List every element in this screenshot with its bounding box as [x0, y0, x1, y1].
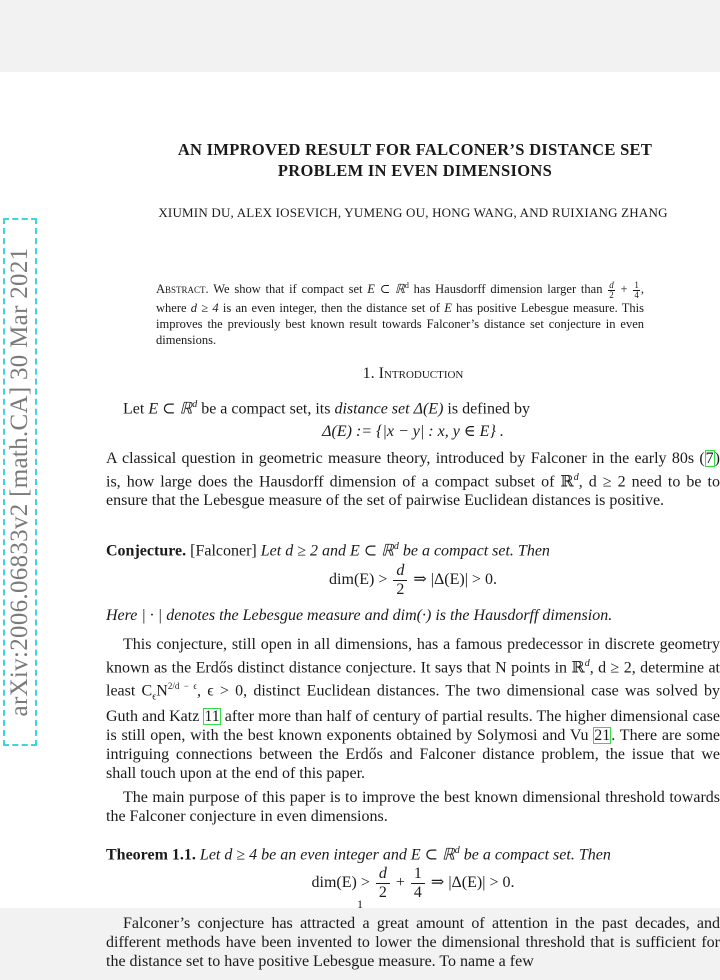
paper-page — [0, 72, 720, 970]
distance-set-definition: Δ(E) := {|x − y| : x, y ∈ E} . — [322, 423, 504, 440]
abstract: Abstract. We show that if compact set E ⊂ ℝ$^d$ has Hausdorff dimension larger than $\frac{d}{2}$ + $\frac{1}{4}$ , where d ≥ 4 is an even integer, then the distance set of E has positive Lebesgue measure. This improves the previously best known result towards Falconer’s distance set conjecture in even dimensions. — [156, 279, 644, 348]
arxiv-stamp[interactable] — [3, 218, 37, 746]
intro-paragraph: A classical question in geometric measure theory, introduced by Falconer in the early 80s (7) is, how large does the Hausdorff dimension of a compact subset of ℝ$^d$, d ≥ 2 need to be to ensure that the Lebesgue measure of the set of pairwise Euclidean distances is positive. — [106, 450, 720, 510]
intro-line: Let E ⊂ ℝ$^d$ be a compact set, its distance set Δ(E) is defined by — [123, 399, 531, 418]
author-list: XIUMIN DU, ALEX IOSEVICH, YUMENG OU, HONG WANG, AND RUIXIANG ZHANG — [158, 205, 668, 220]
fraction-d-over-2: $\frac{d}{2}$ — [609, 279, 614, 300]
theorem-statement: Theorem 1.1. Let d ≥ 4 be an even integer and E ⊂ ℝ$^d$ be a compact set. Then — [106, 845, 611, 864]
fraction-1-over-4: $\frac{1}{4}$ — [634, 279, 639, 300]
erdos-paragraph: This conjecture, still open in all dimensions, has a famous predecessor in discrete geometry known as the Erdős distinct distance conjecture. It says that N points in ℝ$^d$, d ≥ 2, determine at least $C_\epsilon N^{2/d - \epsilon}$, ϵ > 0, distinct Euclidean distances. The two dimensional case was solved by Guth and Katz 11 after more than half of century of partial results. The higher dimensional case is still open, with the best known exponents obtained by Solymosi and Vu 21. There are some intriguing connections between the Erdős and Falconer distance problem, the issue that we shall touch upon at the end of this paper. — [106, 636, 720, 782]
purpose-paragraph: The main purpose of this paper is to improve the best known dimensional threshold towards the Falconer conjecture in even dimensions. — [106, 789, 720, 825]
theorem-label: Theorem 1.1. — [106, 846, 196, 864]
conjecture-note: Here | · | denotes the Lebesgue measure and dim(·) is the Hausdorff dimension. — [106, 607, 613, 624]
title-line-2: PROBLEM IN EVEN DIMENSIONS — [277, 161, 553, 180]
page-number: 1 — [357, 897, 363, 911]
history-paragraph: Falconer’s conjecture has attracted a great amount of attention in the past decades, and different methods have been invented to lower the dimensional threshold that is sufficient for the distance set to have positive Lebesgue measure. To name a few — [106, 915, 720, 970]
citation-link-7[interactable]: 7 — [705, 450, 714, 467]
citation-link-11[interactable]: 11 — [204, 707, 220, 725]
arxiv-stamp-text: arXiv:2006.06833v2 [math.CA] 30 Mar 2021 — [6, 247, 33, 717]
conjecture-statement: Conjecture. [Falconer] Let d ≥ 2 and E ⊂ ℝ$^d$ be a compact set. Then — [106, 541, 550, 560]
paper-title — [120, 139, 710, 181]
title-line-1: AN IMPROVED RESULT FOR FALCONER’S DISTANCE SET — [177, 140, 653, 159]
section-heading: 1. Introduction — [362, 365, 464, 382]
citation-link-21[interactable]: 21 — [594, 726, 611, 744]
conjecture-equation: dim(E) > $\frac{d}{2}$ ⇒ |Δ(E)| > 0. — [329, 562, 497, 598]
theorem-equation: dim(E) > $\frac{d}{2}$ + $\frac{1}{4}$ ⇒ |Δ(E)| > 0. — [311, 865, 515, 901]
abstract-label: Abstract. — [156, 282, 209, 297]
conjecture-label: Conjecture. — [106, 542, 187, 560]
